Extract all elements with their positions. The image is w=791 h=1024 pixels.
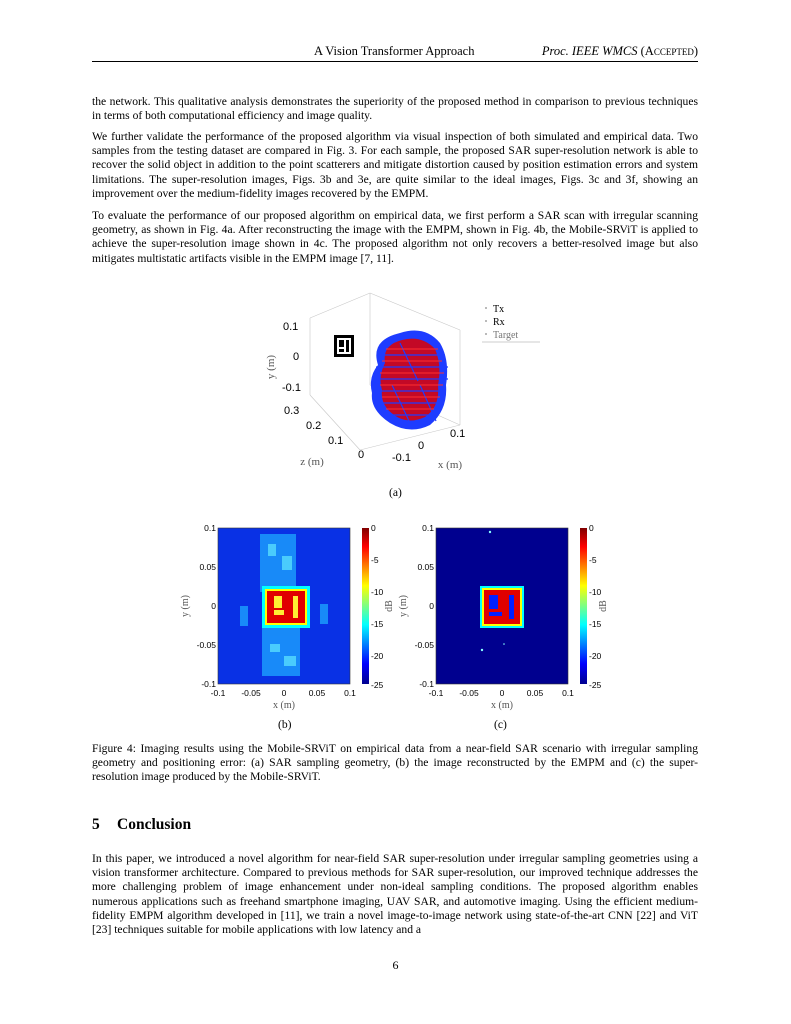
c-x-tick-2: -0.05 xyxy=(459,688,479,698)
panel-b-cb-label: dB xyxy=(384,600,395,612)
x-tick-2: 0 xyxy=(418,440,425,452)
y-tick-1: 0.1 xyxy=(283,321,299,333)
venue-status: (Accepted) xyxy=(640,44,698,58)
c-cb-tick-5: -20 xyxy=(589,651,602,661)
panel-c-cb-label: dB xyxy=(598,600,609,612)
b-x-tick-1: -0.1 xyxy=(210,688,226,698)
b-y-tick-4: -0.05 xyxy=(196,640,216,650)
b-y-tick-5: -0.1 xyxy=(201,679,216,689)
panel-c xyxy=(436,528,587,684)
paragraph-3: To evaluate the performance of our proposed algorithm on empirical data, we first perform a SAR scan with irregular scanning geometry, as shown in Fig. 4a. After reconstructing the image with the EMPM, shown in Fig. 4b, the Mobile-SRViT is applied to achieve the super-resolution image shown in 4c. The proposed algorithm not only recovers a better-resolved image but also mitigates multistatic artifacts visible in the EMPM image [7, 11]. xyxy=(92,209,698,265)
figure-caption: Figure 4: Imaging results using the Mobile-SRViT on empirical data from a near-field SAR scenario with irregular sampling geometry and positioning error: (a) SAR sampling geometry, (b) the image reconstructed by the EMPM and (c) the super-resolution image produced by the Mobile-SRViT. xyxy=(92,742,698,784)
subcaption-c: (c) xyxy=(494,718,507,731)
panel-c-ylabel: y (m) xyxy=(398,595,409,617)
c-cb-tick-4: -15 xyxy=(589,619,602,629)
legend-target: Target xyxy=(493,330,519,341)
venue-label xyxy=(542,44,698,59)
c-y-tick-1: 0.1 xyxy=(422,523,434,533)
b-cb-tick-1: 0 xyxy=(371,523,376,533)
panel-b-colorbar xyxy=(362,528,369,684)
b-x-tick-4: 0.05 xyxy=(308,688,326,698)
header-rule xyxy=(92,61,698,62)
c-cb-tick-6: -25 xyxy=(589,680,602,690)
b-x-tick-5: 0.1 xyxy=(344,688,356,698)
z-tick-3: 0.1 xyxy=(328,435,344,447)
c-cb-tick-1: 0 xyxy=(589,523,594,533)
paragraph-2: We further validate the performance of the proposed algorithm via visual inspection of both simulated and empirical data. Two samples from the testing dataset are compared in Fig. 3. For each sample, the proposed SAR super-resolution network is able to recover the solid object in addition to the point scatterers and mitigate distortion caused by position estimation errors and system limitations. The super-resolution images, Figs. 3b and 3e, are quite similar to the ideal images, Figs. 3c and 3f, showing an improvement over the medium-fidelity images recovered by the EMPM. xyxy=(92,130,698,200)
y-tick-2: 0 xyxy=(293,351,300,363)
c-cb-tick-2: -5 xyxy=(589,555,597,565)
sampling-cloud xyxy=(371,331,448,430)
figure-4bc-images xyxy=(170,516,610,716)
b-x-tick-2: -0.05 xyxy=(241,688,261,698)
panel-b-xlabel: x (m) xyxy=(273,700,295,711)
x-tick-1: 0.1 xyxy=(450,428,466,440)
b-cb-tick-4: -15 xyxy=(371,619,384,629)
section-number: 5 xyxy=(92,816,100,833)
b-y-tick-2: 0.05 xyxy=(199,562,216,572)
target-object xyxy=(334,335,354,357)
b-y-tick-1: 0.1 xyxy=(204,523,216,533)
c-y-tick-3: 0 xyxy=(429,601,434,611)
b-cb-tick-2: -5 xyxy=(371,555,379,565)
running-header xyxy=(92,44,698,60)
c-x-tick-1: -0.1 xyxy=(428,688,444,698)
venue-name: Proc. IEEE WMCS xyxy=(541,44,638,58)
z-tick-2: 0.2 xyxy=(306,420,322,432)
panel-b-ylabel: y (m) xyxy=(180,595,191,617)
section-title: Conclusion xyxy=(117,816,192,833)
legend xyxy=(482,304,540,342)
b-y-tick-3: 0 xyxy=(211,601,216,611)
x-tick-3: -0.1 xyxy=(392,452,411,464)
z-tick-4: 0 xyxy=(358,449,365,461)
subcaption-a: (a) xyxy=(389,486,402,499)
figure-4a-geometry-plot xyxy=(250,285,550,485)
c-x-tick-5: 0.1 xyxy=(562,688,574,698)
c-y-tick-5: -0.1 xyxy=(419,679,434,689)
x-axis-label: x (m) xyxy=(437,459,463,471)
paragraph-1: the network. This qualitative analysis demonstrates the superiority of the proposed method in comparison to previous techniques in terms of both computational efficiency and image quality. xyxy=(92,95,698,123)
b-cb-tick-3: -10 xyxy=(371,587,384,597)
z-tick-1: 0.3 xyxy=(284,405,300,417)
c-y-tick-4: -0.05 xyxy=(414,640,434,650)
z-axis-label: z (m) xyxy=(300,456,324,468)
subcaption-b: (b) xyxy=(278,718,292,731)
c-cb-tick-3: -10 xyxy=(589,587,602,597)
b-cb-tick-6: -25 xyxy=(371,680,384,690)
section-heading xyxy=(92,816,191,834)
panel-c-colorbar xyxy=(580,528,587,684)
panel-c-xlabel: x (m) xyxy=(491,700,513,711)
y-tick-3: -0.1 xyxy=(282,382,301,394)
b-cb-tick-5: -20 xyxy=(371,651,384,661)
c-x-tick-4: 0.05 xyxy=(526,688,544,698)
running-title: A Vision Transformer Approach xyxy=(314,44,475,58)
b-x-tick-3: 0 xyxy=(281,688,287,698)
legend-rx: Rx xyxy=(493,317,505,328)
legend-tx: Tx xyxy=(493,304,505,315)
y-axis-label: y (m) xyxy=(265,354,277,380)
panel-b xyxy=(218,528,369,684)
c-y-tick-2: 0.05 xyxy=(417,562,434,572)
c-x-tick-3: 0 xyxy=(499,688,505,698)
conclusion-paragraph: In this paper, we introduced a novel algorithm for near-field SAR super-resolution under irregular sampling geometries using a vision transformer architecture. Compared to previous methods for SAR super-resolution, our improved technique addresses the more challenging problem of image enhancement under non-ideal sampling conditions. The proposed algorithm enables numerous applications such as freehand smartphone imaging, UAV SAR, and automotive imaging. Using the efficient medium-fidelity EMPM algorithm developed in [11], we train a novel image-to-image network using state-of-the-art CNN [22] and ViT [23] techniques suitable for mobile applications with low latency and a xyxy=(92,852,698,937)
page-number: 6 xyxy=(392,958,399,972)
